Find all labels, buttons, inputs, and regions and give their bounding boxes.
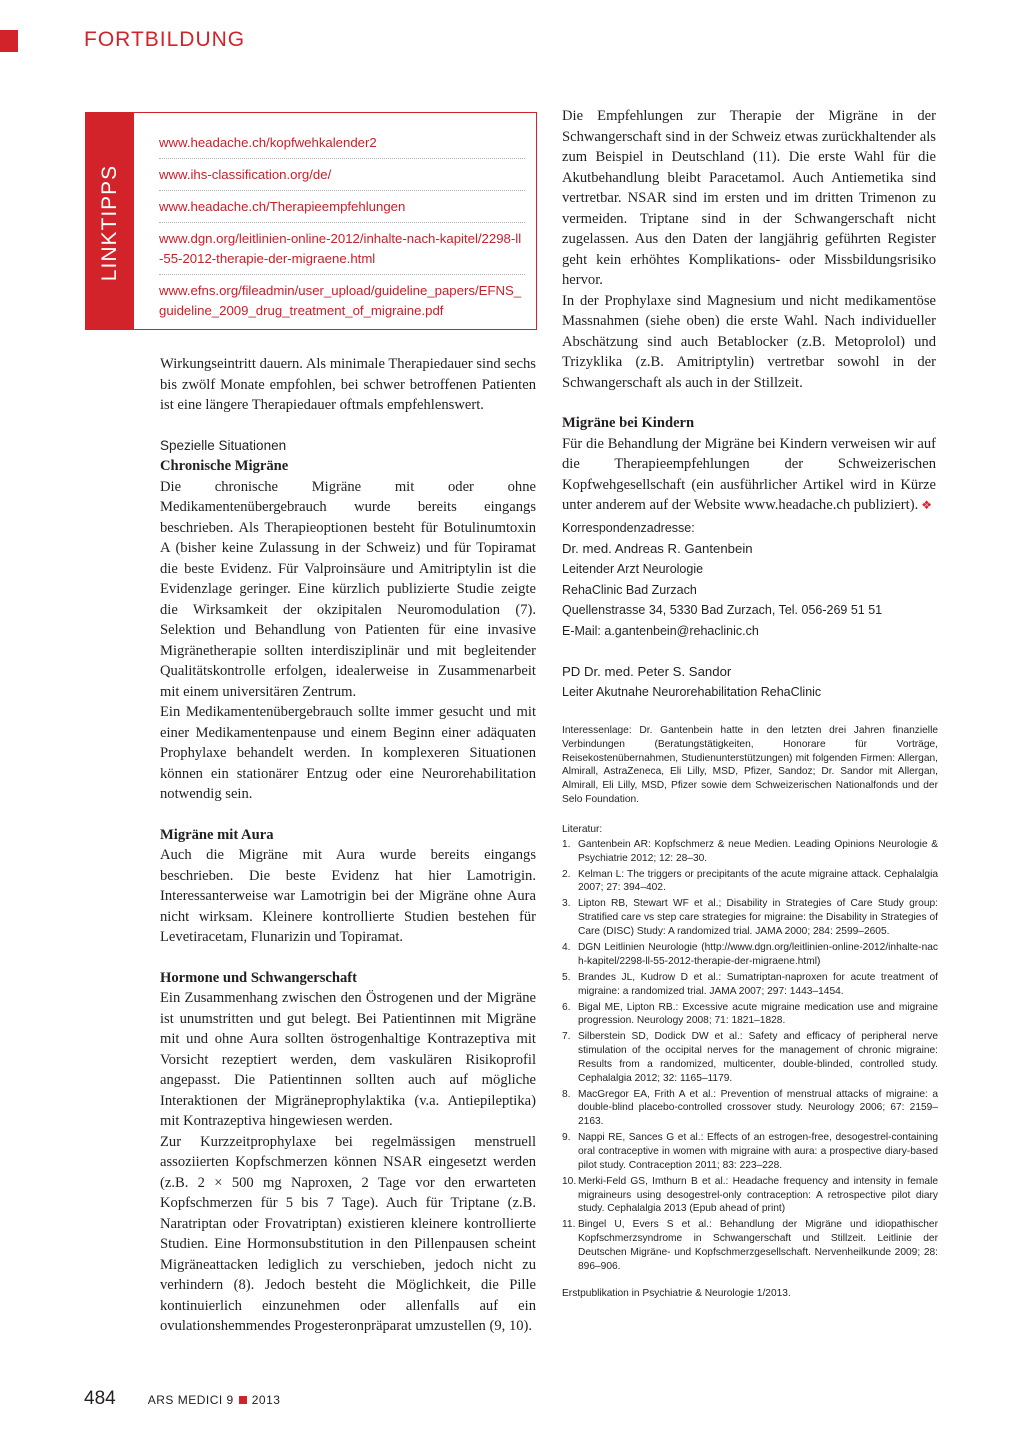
ref-number: 11. — [562, 1219, 576, 1231]
contact-block — [562, 518, 942, 703]
ref-text: Gantenbein AR: Kopfschmerz & neue Medien. Leading Opinions Neurologie & Psychiatrie 2012; 12: 28–30. — [578, 838, 938, 864]
contact-label: Korrespondenzadresse: — [562, 521, 695, 535]
paragraph: Die chronische Migräne mit oder ohne Medikamentenübergebrauch wurde bereits eingangs beschrieben. Als Therapieoptionen besteht für Botulinumtoxin A (bisher keine Zulassung in der Schweiz) und für Topiramat die beste Evidenz. Für Valproinsäure und Amitriptylin ist die Evidenzlage geringer. Eine kürzlich publizierte Studie zeigte die Wirksamkeit der okzipitalen Neuromodulation (7). Selektion und Behandlung von Patienten für eine invasive Migränetherapie sollten interdisziplinär und mit begleitender Qualitätskontrolle erfolgen, idealerweise in Zusammenarbeit mit einem universitären Zentrum. — [160, 478, 536, 700]
paragraph: Auch die Migräne mit Aura wurde bereits eingangs beschrieben. Die beste Evidenz hat hier Lamotrigin. Interessanterweise war Lamotrigin bei der Migräne ohne Aura nicht wirksam. Kleinere kontrollierte Studien bestehen für Levetiracetam, Flunarizin und Topiramat. — [160, 847, 536, 945]
ref-text: MacGregor EA, Frith A et al.: Prevention of menstrual attacks of migraine: a double-blind placebo-controlled crossover study. Neurology 2006; 67: 2159–2163. — [578, 1088, 938, 1128]
ref-text: Nappi RE, Sances G et al.: Effects of an estrogen-free, desogestrel-containing oral contraceptive in women with migraine with aura: a prospective diary-based pilot study. Contraception 2011; 83: 223–228. — [578, 1132, 938, 1171]
heading-chronic-migraine: Chronische Migräne — [160, 458, 289, 474]
journal-name: ARS MEDICI 9 — [147, 1393, 234, 1407]
link-efns-guideline[interactable]: www.efns.org/fileadmin/user_upload/guideline_papers/EFNS_guideline_2009_drug_treatment_of_migraine.pdf — [159, 283, 522, 318]
linktipps-sidebar — [86, 113, 134, 329]
page-number: 484 — [84, 1388, 116, 1409]
ref-text: Bingel U, Evers S et al.: Behandlung der Migräne und idiopathischer Kopfschmerzsyndrome in Schwangerschaft und Stillzeit. Leitlinie der Deutschen Migräne- und Kopfschmerzgesellschaft. Nervenheilkunde 2009; 28: 896–906. — [578, 1219, 938, 1272]
left-column — [160, 354, 536, 1337]
section-marker — [0, 30, 18, 52]
list-item — [562, 1030, 938, 1085]
paragraph — [562, 434, 936, 516]
contact-clinic: RehaClinic Bad Zurzach — [562, 582, 697, 597]
ref-number: 9. — [562, 1132, 571, 1144]
heading-children: Migräne bei Kindern — [562, 415, 695, 431]
list-item — [159, 195, 525, 223]
conflict-of-interest: Interessenlage: Dr. Gantenbein hatte in den letzten drei Jahren finanzielle Verbindungen (Beratungstätigkeiten, Honorare für Vorträge, Reisekostenübernahmen, Studienunterstützungen) mit folgenden Firmen: Allergan, Almirall, AstraZeneca, Eli Lilly, MSD, Pfizer, Sandoz; Dr. Sandor mit Allergan, Almirall, Eli Lilly, MSD, Pfizer sowie dem Schweizerischen Nationalfonds und der Selo Foundation. — [562, 725, 938, 805]
list-item — [562, 1001, 938, 1029]
ref-number: 8. — [562, 1088, 571, 1100]
link-ihs-classification[interactable]: www.ihs-classification.org/de/ — [159, 167, 332, 182]
ref-text: Bigal ME, Lipton RB.: Excessive acute migraine medication use and migraine progression. Neurology 2008; 71: 1821–1828. — [578, 1001, 938, 1027]
ref-text: Silberstein SD, Dodick DW et al.: Safety and efficacy of peripheral nerve stimulation of the occipital nerves for the management of chronic migraine: Results from a randomized, multicenter, double-blinded, controlled study. Cephalalgia 2012; 32: 1165–1179. — [578, 1031, 938, 1084]
link-list — [159, 131, 525, 330]
list-item — [159, 227, 525, 275]
linktipps-box — [85, 112, 537, 330]
right-column — [562, 106, 936, 516]
heading-special-situations: Spezielle Situationen — [160, 437, 287, 453]
first-publication-note: Erstpublikation in Psychiatrie & Neurologie 1/2013. — [562, 1287, 791, 1299]
linktipps-label: LINKTIPPS — [98, 164, 121, 282]
list-item — [562, 941, 938, 969]
ref-number: 10. — [562, 1175, 577, 1187]
paragraph: Zur Kurzzeitprophylaxe bei regelmässigen menstruell assoziierten Kopfschmerzen können NSAR eingesetzt werden (z.B. 2 × 500 mg Naproxen, 2 Tage vor den erwarteten Kopfschmerzen für 5 bis 7 Tage). Auch für Triptane (z.B. Naratriptan oder Frovatriptan) existieren kleinere kontrollierte Studien. Eine Hormonsubstitution in den Pillenpausen scheint Migräneattacken lediglich zu verschieben, jedoch nicht zu verhindern (8). Jedoch besteht die Möglichkeit, die Pille kontinuierlich einzunehmen oder allenfalls auf ein ovulationshemmendes Progesteronpräparat umzustellen (9, 10). — [160, 1133, 536, 1334]
footer-separator — [239, 1396, 247, 1404]
paragraph: Wirkungseintritt dauern. Als minimale Therapiedauer sind sechs bis zwölf Monate empfohlen, bei schwer betroffenen Patienten ist eine längere Therapiedauer oftmals empfehlenswert. — [160, 356, 536, 413]
list-item — [159, 163, 525, 191]
ref-text: Kelman L: The triggers or precipitants of the acute migraine attack. Cephalalgia 2007; 27: 394–402. — [578, 868, 938, 894]
ref-text: Brandes JL, Kudrow D et al.: Sumatriptan-naproxen for acute treatment of migraine: a randomized trial. JAMA 2007; 297: 1443–1454. — [578, 971, 938, 997]
list-item — [562, 897, 938, 938]
ref-text: Lipton RB, Stewart WF et al.; Disability in Strategies of Care Study group: Stratified care vs step care strategies for migraine: the Disability in Strategies of Care (DISC) Study: A randomized trial. JAMA 2000; 284: 2599–2605. — [578, 898, 938, 937]
list-item — [159, 131, 525, 159]
paragraph-text: Für die Behandlung der Migräne bei Kindern verweisen wir auf die Therapieempfehlungen der Schweizerischen Kopfwehgesellschaft (ein ausführlicher Artikel wird in Kürze unter anderem auf der Website www.headache.ch publiziert). — [562, 435, 936, 513]
ref-number: 7. — [562, 1031, 571, 1043]
list-item — [562, 971, 938, 999]
contact-address: Quellenstrasse 34, 5330 Bad Zurzach, Tel. 056-269 51 51 — [562, 603, 883, 618]
paragraph: In der Prophylaxe sind Magnesium und nicht medikamentöse Massnahmen (siehe oben) die erste Wahl. Nach individueller Abschätzung sind auch Betablocker (z.B. Metoprolol) und Trizyklika (z.B. Amitriptylin) vertretbar sowohl in der Schwangerschaft als auch in der Stillzeit. — [562, 292, 936, 391]
ref-number: 4. — [562, 941, 571, 953]
ref-number: 6. — [562, 1001, 571, 1013]
list-item — [562, 1088, 938, 1129]
paragraph: Die Empfehlungen zur Therapie der Migräne in der Schwangerschaft sind in der Schweiz etwas zurückhaltender als zum Beispiel in Deutschland (11). Die erste Wahl für die Akutbehandlung bleibt Paracetamol. Auch Antiemetika sind vertretbar. NSAR sind im ersten und im dritten Trimenon zu vermeiden. Triptane sind in der Schwangerschaft nicht zugelassen. Aus den Daten der langjährig geführten Register geht kein erhöhtes Komplikations- oder Missbildungsrisiko hervor. — [562, 108, 936, 288]
ref-number: 3. — [562, 898, 571, 910]
second-author-title: Leiter Akutnahe Neurorehabilitation RehaClinic — [562, 685, 822, 700]
list-item — [562, 1218, 938, 1273]
page-footer — [84, 1388, 280, 1410]
list-item — [562, 838, 938, 866]
link-dgn-leitlinien[interactable]: www.dgn.org/leitlinien-online-2012/inhalte-nach-kapitel/2298-ll-55-2012-therapie-der-migraene.html — [159, 231, 522, 266]
heading-hormones: Hormone und Schwangerschaft — [160, 969, 358, 986]
contact-email: E-Mail: a.gantenbein@rehaclinic.ch — [562, 623, 759, 638]
list-item — [159, 279, 525, 326]
ref-text: DGN Leitlinien Neurologie (http://www.dgn.org/leitlinien-online-2012/inhalte-nach-kapitel/2298-ll-55-2012-therapie-der-migraene.html) — [578, 941, 938, 967]
list-item — [562, 868, 938, 896]
paragraph: Ein Zusammenhang zwischen den Östrogenen und der Migräne ist unumstritten und gut belegt. Bei Patientinnen mit Migräne mit und ohne Aura sollten östrogenhaltige Kontrazeptiva mit Vorsicht rezeptiert werden, dem vaskulären Risikoprofil angepasst. Die Patientinnen sollten auch auf mögliche Interaktionen der Migräneprophylaktika (v.a. Antiepileptika) mit Kontrazeptiva hingewiesen werden. — [160, 990, 536, 1129]
list-item — [562, 1175, 938, 1216]
link-headache-therapie[interactable]: www.headache.ch/Therapieempfehlungen — [159, 199, 406, 214]
paragraph: Ein Medikamentenübergebrauch sollte immer gesucht und mit einer Medikamentenpause und einem Beginn einer adäquaten Prophylaxe behandelt werden. In komplexeren Situationen können ein stationärer Entzug oder eine Neurorehabilitation notwendig sein. — [160, 704, 536, 802]
ref-number: 1. — [562, 838, 571, 850]
link-headache-kalender[interactable]: www.headache.ch/kopfwehkalender2 — [159, 135, 377, 150]
ref-number: 5. — [562, 971, 571, 983]
ref-text: Merki-Feld GS, Imthurn B et al.: Headache frequency and intensity in female migraineurs using desogestrel-only contraception: A retrospective pilot diary study. Cephalalgia 2013 (Epub ahead of print) — [578, 1175, 938, 1215]
ref-number: 2. — [562, 868, 571, 880]
second-author-name: PD Dr. med. Peter S. Sandor — [562, 663, 732, 679]
end-mark-icon: ❖ — [921, 498, 932, 512]
literature-list — [562, 838, 938, 1274]
literature-block — [562, 823, 938, 1300]
heading-migraine-aura: Migräne mit Aura — [160, 826, 274, 843]
list-item — [562, 1131, 938, 1172]
journal-year: 2013 — [251, 1393, 281, 1407]
contact-position: Leitender Arzt Neurologie — [562, 562, 704, 577]
section-title: FORTBILDUNG — [84, 28, 246, 51]
contact-name: Dr. med. Andreas R. Gantenbein — [562, 540, 753, 556]
literature-title: Literatur: — [562, 824, 603, 835]
